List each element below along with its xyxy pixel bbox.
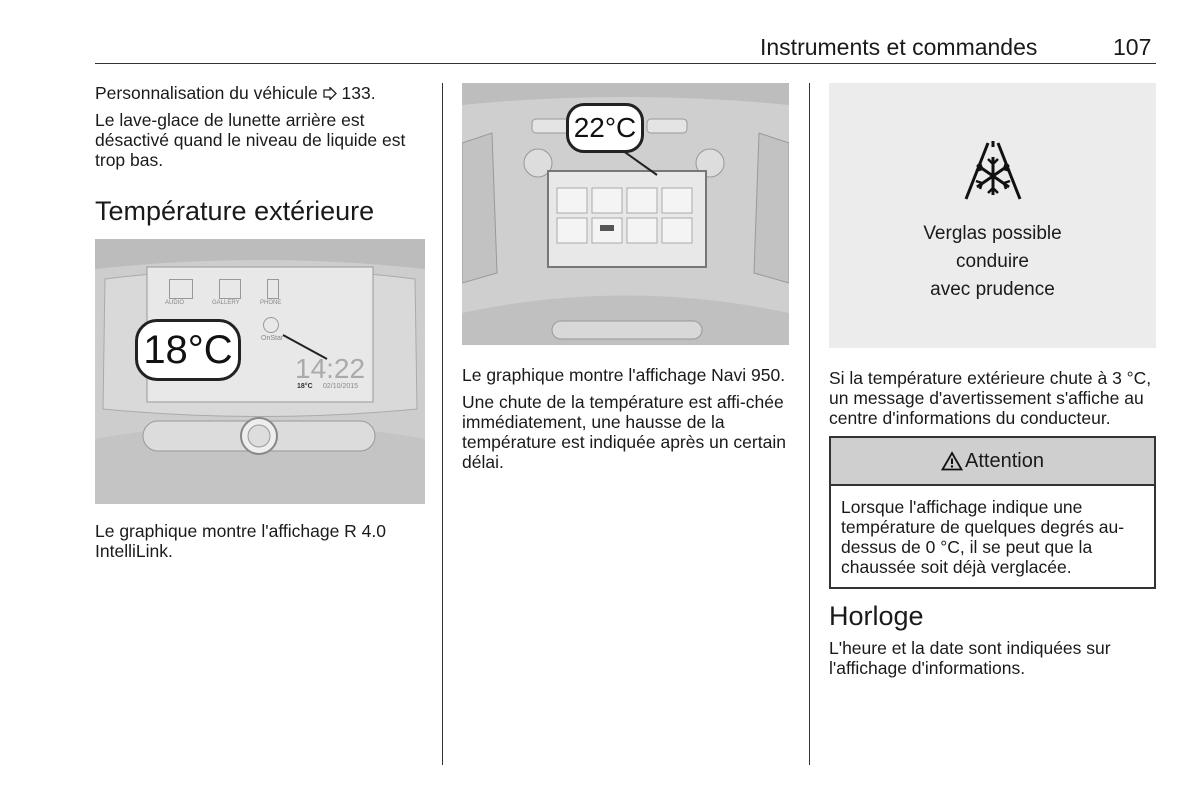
page-header-title: Instruments et commandes (760, 34, 1038, 60)
figure-navi950 (462, 83, 789, 345)
app-label-phone: PHONE (260, 300, 282, 306)
attention-text: Lorsque l'affichage indique une température de quelques degrés au-dessus de 0 °C, il se peut que la chaussée soit déjà verglacée. (841, 497, 1125, 577)
warning-line-3: avec prudence (930, 279, 1055, 300)
section-heading-temperature: Température extérieure (95, 196, 375, 226)
app-label-onstar: OnStar (261, 335, 284, 342)
paragraph-temperature-change: Une chute de la température est affi-chée immédiatement, une hausse de la température est indiquée après un certain délai. (462, 392, 786, 472)
column-divider-1 (442, 83, 443, 765)
figure-r40-intellilink (95, 239, 425, 504)
app-label-gallery: GALLERY (212, 300, 240, 306)
arrow-right-outline-icon (323, 87, 337, 100)
attention-header (831, 438, 1154, 486)
attention-body (831, 486, 1154, 587)
page-number: 107 (1113, 34, 1152, 60)
temperature-callout: 18°C (135, 319, 241, 381)
column-2 (462, 83, 792, 479)
attention-box (829, 436, 1156, 589)
column-divider-2 (809, 83, 810, 765)
paragraph-ice-message: Si la température extérieure chute à 3 °C, un message d'avertissement s'affiche au centre d'informations du conducteur. (829, 368, 1152, 428)
paragraph-clock: L'heure et la date sont indiquées sur l'affichage d'informations. (829, 638, 1111, 678)
app-icon-gallery (219, 279, 241, 299)
warning-line-2: conduire (956, 251, 1029, 272)
app-label-audio: AUDIO (165, 300, 185, 306)
section-heading-clock: Horloge (829, 601, 924, 631)
temperature-callout-navi: 22°C (566, 103, 644, 153)
ice-warning-icon (958, 137, 1028, 207)
app-icon-phone (267, 279, 279, 299)
paragraph-washer: Le lave-glace de lunette arrière est désactivé quand le niveau de liquide est trop bas. (95, 110, 406, 170)
small-temperature: 18°C (297, 383, 313, 390)
header-rule (95, 63, 1156, 64)
page-reference: 133. (341, 83, 376, 103)
clock-display: 14:22 (295, 353, 366, 384)
app-icon-audio (169, 279, 193, 299)
paragraph-personalisation: Personnalisation du véhicule 133. (95, 83, 376, 103)
caption-navi950: Le graphique montre l'affichage Navi 950. (462, 365, 786, 385)
attention-title: Attention (965, 449, 1044, 472)
warning-line-1: Verglas possible (923, 223, 1062, 244)
figure-ice-warning (829, 83, 1156, 348)
caption-r40: Le graphique montre l'affichage R 4.0 IntelliLink. (95, 521, 386, 561)
app-icon-onstar (263, 317, 279, 333)
date-display: 02/10/2015 (323, 383, 359, 390)
column-3 (829, 83, 1156, 685)
column-1 (95, 83, 425, 568)
warning-triangle-icon (941, 451, 963, 471)
